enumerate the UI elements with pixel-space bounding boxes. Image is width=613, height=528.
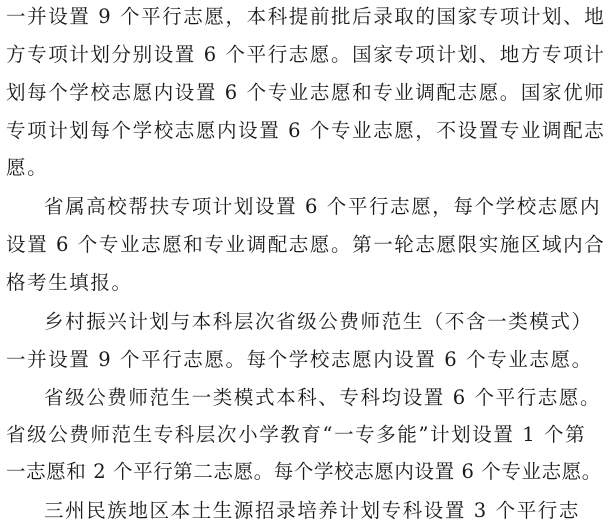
text-line-9: 乡村振兴计划与本科层次省级公费师范生（不含一类模式）	[44, 310, 593, 333]
text-line-13: 一志愿和 2 个平行第二志愿。每个学校志愿内设置 6 个专业志愿。	[6, 460, 602, 483]
text-line-11: 省级公费师范生一类模式本科、专科均设置 6 个平行志愿。	[44, 386, 602, 409]
text-line-3: 划每个学校志愿内设置 6 个专业志愿和专业调配志愿。国家优师	[6, 81, 606, 104]
text-line-1: 一并设置 9 个平行志愿，本科提前批后录取的国家专项计划、地	[6, 5, 606, 28]
text-line-8: 格考生填报。	[6, 271, 133, 294]
text-line-12: 省级公费师范生专科层次小学教育“一专多能”计划设置 1 个第	[6, 423, 587, 446]
text-line-10: 一并设置 9 个平行志愿。每个学校志愿内设置 6 个专业志愿。	[6, 348, 593, 371]
text-line-6: 省属高校帮扶专项计划设置 6 个平行志愿，每个学校志愿内	[44, 195, 602, 218]
text-line-14: 三州民族地区本土生源招录培养计划专科设置 3 个平行志	[44, 499, 581, 522]
text-line-2: 方专项计划分别设置 6 个平行志愿。国家专项计划、地方专项计	[6, 43, 606, 66]
text-line-4: 专项计划每个学校志愿内设置 6 个专业志愿，不设置专业调配志	[6, 119, 606, 142]
text-line-5: 愿。	[6, 156, 49, 179]
text-line-7: 设置 6 个专业志愿和专业调配志愿。第一轮志愿限实施区域内合	[6, 233, 606, 256]
